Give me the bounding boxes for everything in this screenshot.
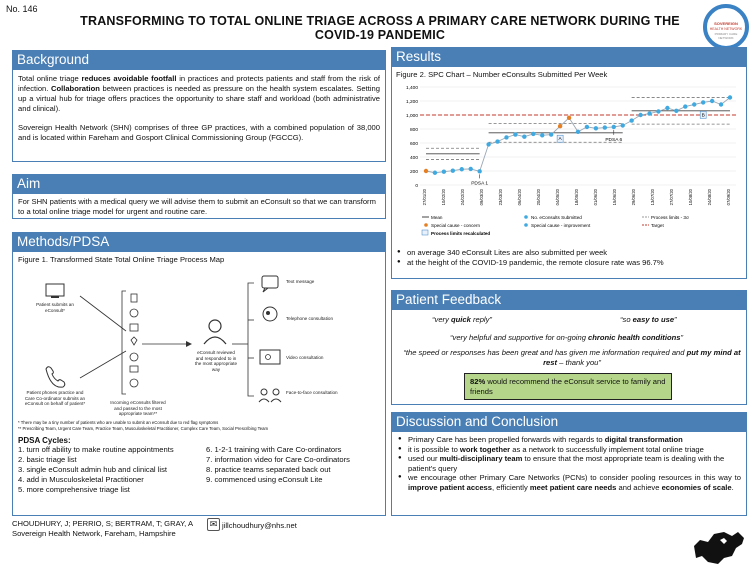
results-bullet: ● on average 340 eConsult Lites are also submitted per week	[396, 248, 742, 258]
data-point	[531, 132, 535, 136]
x-tick-label: 06/04/20	[517, 189, 522, 206]
x-tick-label: 10/02/20	[441, 189, 446, 206]
data-point	[629, 118, 633, 122]
discussion-bullet: ● Primary Care has been propelled forwards with regards to digital transformation	[397, 435, 741, 445]
x-tick-label: 27/01/20	[422, 189, 427, 206]
legend-key	[524, 215, 528, 219]
legend-key	[524, 223, 528, 227]
data-point	[442, 170, 446, 174]
data-point	[621, 123, 625, 127]
poster-title: TRANSFORMING TO TOTAL ONLINE TRIAGE ACROSS A PRIMARY CARE NETWORK DURING THE COVID-19 PANDEMIC	[80, 14, 680, 42]
pdsa-cycle: 3. single eConsult admin hub and clinical list	[18, 465, 168, 474]
x-tick-label: 24/08/20	[707, 189, 712, 206]
data-point	[692, 102, 696, 106]
y-tick-label: 800	[409, 128, 418, 133]
data-point	[558, 124, 562, 128]
x-tick-label: 09/03/20	[479, 189, 484, 206]
data-point	[719, 102, 723, 106]
footnote-2: ** Prescribing Team, Urgent Care Team, Practice Team, Musculoskeletal Practitioner, Complex Care Team, Social Prescribing Team	[18, 426, 269, 431]
legend-label: Special cause - concern	[431, 223, 481, 228]
aim-section	[12, 193, 386, 219]
results-bullets	[396, 248, 742, 267]
figure-1-title: Figure 1. Transformed State Total Online Triage Process Map	[18, 255, 225, 264]
pdsa-cycle: 4. add in Musculoskeletal Practitioner	[18, 475, 144, 484]
affiliation: Sovereign Health Network, Fareham, Hampshire	[12, 529, 176, 538]
y-tick-label: 200	[409, 170, 418, 175]
data-point	[460, 167, 464, 171]
output-text-message: Text message	[286, 279, 315, 284]
methods-header: Methods/PDSA	[12, 232, 386, 251]
data-point	[549, 132, 553, 136]
network-logo	[703, 4, 749, 50]
results-section	[391, 66, 747, 279]
x-tick-label: 20/04/20	[536, 189, 541, 206]
reviewed-label: eConsult reviewed and responded to in the most appropriate way	[194, 350, 238, 372]
aim-header: Aim	[12, 174, 386, 193]
feedback-section	[391, 309, 747, 405]
data-point	[585, 125, 589, 129]
discussion-bullets	[397, 435, 741, 492]
data-point	[710, 99, 714, 103]
pdsa-cycle: 1. turn off ability to make routine appointments	[18, 445, 174, 454]
data-point	[728, 95, 732, 99]
x-tick-label: 24/02/20	[460, 189, 465, 206]
pdsa-annotation: PDSA 1	[471, 181, 489, 187]
quote-2: “so easy to use”	[620, 315, 677, 324]
patient-phones-label: Patient phones practice and Care Co-ordinator submits an eConsult on behalf of patient*	[24, 390, 86, 406]
pdsa-cycles-left	[18, 445, 208, 495]
email-icon: ✉	[207, 518, 220, 531]
discussion-bullet: ● we encourage other Primary Care Networks (PCNs) to consider pooling resources in this way to improve patient access, efficiently meet patient care needs and achieve economies of scale.	[397, 473, 741, 492]
data-point	[567, 116, 571, 120]
output-video: Video consultation	[286, 355, 324, 360]
logo-text-3: PRIMARY CARE NETWORK	[714, 32, 738, 40]
data-point	[594, 126, 598, 130]
legend-label: Process limits recalculated	[431, 231, 491, 236]
background-paragraph-1: Total online triage reduces avoidable footfall in practices and protects patients and staff from the risk of infection. Collaboration between practices is needed as pressure on the health system escalates. Setting up a virtual hub for triage offers practices the opportunity to share staff and workload (both administrative and clinical).	[18, 74, 380, 113]
data-point	[451, 168, 455, 172]
data-point	[656, 109, 660, 113]
data-point	[647, 111, 651, 115]
quote-3: “very helpful and supportive for on-going chronic health conditions”	[450, 333, 683, 342]
background-header: Background	[12, 50, 386, 69]
data-point	[701, 100, 705, 104]
data-point	[477, 169, 481, 173]
footer-email[interactable]: jillchoudhury@nhs.net	[222, 521, 297, 530]
pdsa-cycle: 2. basic triage list	[18, 455, 77, 464]
feedback-header: Patient Feedback	[391, 290, 747, 309]
data-point	[665, 106, 669, 110]
process-map	[18, 266, 380, 418]
x-tick-label: 10/08/20	[688, 189, 693, 206]
x-tick-label: 29/06/20	[631, 189, 636, 206]
legend-label: No. eConsults Submitted	[531, 215, 582, 220]
pdsa-header: PDSA Cycles:	[18, 436, 71, 445]
x-tick-label: 23/03/20	[498, 189, 503, 206]
data-point	[522, 135, 526, 139]
x-tick-label: 13/07/20	[650, 189, 655, 206]
data-point	[603, 125, 607, 129]
data-point	[433, 171, 437, 175]
pdsa-cycle: 5. more comprehensive triage list	[18, 485, 130, 494]
discussion-bullet: ● it is possible to work together as a network to successfully implement total online triage	[397, 445, 741, 455]
footer-authors	[12, 519, 193, 539]
legend-label: Process limits - 3σ	[651, 215, 689, 220]
spc-chart	[396, 81, 742, 241]
background-section	[12, 69, 386, 162]
data-point	[513, 132, 517, 136]
discussion-header: Discussion and Conclusion	[391, 412, 747, 431]
discussion-bullet: ● used our multi-disciplinary team to ensure that the most appropriate team is dealing with the patient's query	[397, 454, 741, 473]
pdsa-cycle: 7. information video for Care Co-ordinators	[206, 455, 350, 464]
x-tick-label: 18/05/20	[574, 189, 579, 206]
pdsa-cycles-right	[206, 445, 381, 485]
recalc-marker-label: A	[558, 137, 562, 143]
output-face-to-face: Face-to-face consultation	[286, 390, 338, 395]
x-tick-label: 04/05/20	[555, 189, 560, 206]
y-tick-label: 1,200	[405, 100, 418, 105]
y-tick-label: 400	[409, 156, 418, 161]
data-point	[486, 142, 490, 146]
pdsa-cycle: 6. 1-2-1 training with Care Co-ordinators	[206, 445, 342, 454]
data-point	[469, 167, 473, 171]
logo-text-2: HEALTH NETWORK	[709, 27, 743, 31]
background-paragraph-2: Sovereign Health Network (SHN) comprises of three GP practices, with a combined population of 38,000 and is located within Fareham and Gosport Clinical Commissioning Group (FGCCG).	[18, 123, 380, 142]
discussion-section	[391, 431, 747, 516]
logo-text-1: SOVEREIGN	[714, 21, 738, 26]
output-telephone: Telephone consultation	[286, 316, 333, 321]
patient-submits-label: Patient submits an eConsult*	[36, 302, 74, 313]
legend-label: Target	[651, 223, 664, 228]
incoming-label: Incoming eConsults filtered and passed to the most appropriate team**	[110, 400, 166, 416]
y-tick-label: 600	[409, 142, 418, 147]
recalc-marker-label: B	[701, 113, 705, 119]
figure-2-title: Figure 2. SPC Chart – Number eConsults Submitted Per Week	[396, 70, 608, 79]
data-point	[504, 135, 508, 139]
econsults-series-line	[426, 98, 730, 173]
pdsa-cycle: 8. practice teams separated back out	[206, 465, 331, 474]
x-tick-label: 07/09/20	[726, 189, 731, 206]
x-tick-label: 15/06/20	[612, 189, 617, 206]
pdsa-cycle: 9. commenced using eConsult Lite	[206, 475, 323, 484]
data-point	[495, 139, 499, 143]
pdsa-cycles	[18, 445, 380, 505]
methods-section	[12, 251, 386, 516]
x-tick-label: 27/07/20	[669, 189, 674, 206]
data-point	[674, 109, 678, 113]
quote-1: “very quick reply”	[432, 315, 492, 324]
data-point	[612, 125, 616, 129]
recommend-stat: 82% would recommend the eConsult service to family and friends	[464, 373, 672, 400]
hampshire-map-icon	[690, 520, 748, 566]
y-tick-label: 0	[415, 184, 418, 189]
legend-key	[422, 230, 428, 235]
poster-number: No. 146	[6, 4, 38, 14]
results-header: Results	[391, 47, 747, 66]
x-tick-label: 01/06/20	[593, 189, 598, 206]
authors: CHOUDHURY, J; PERRIO, S; BERTRAM, T; GRAY, A	[12, 519, 194, 528]
legend-label: Special cause - improvement	[531, 223, 591, 228]
data-point	[424, 169, 428, 173]
y-tick-label: 1,400	[405, 86, 418, 91]
results-bullet: ● at the height of the COVID-19 pandemic, the remote closure rate was 96.7%	[396, 258, 742, 268]
y-tick-label: 1,000	[405, 114, 418, 119]
data-point	[576, 130, 580, 134]
aim-text: For SHN patients with a medical query we will advise them to submit an eConsult so that we can transform to a total online triage model for urgent and routine care.	[18, 197, 376, 216]
pdsa-annotation: PDSA 6	[605, 137, 623, 143]
footnote-1: * There may be a tiny number of patients who are unable to submit an eConsult due to red flag symptoms	[18, 420, 219, 425]
legend-key	[424, 223, 428, 227]
data-point	[638, 113, 642, 117]
data-point	[540, 133, 544, 137]
data-point	[683, 104, 687, 108]
legend-label: Mean	[431, 215, 443, 220]
quote-4: “the speed or responses has been great and has given me information required and put my mind at rest – thank you”	[403, 348, 741, 367]
